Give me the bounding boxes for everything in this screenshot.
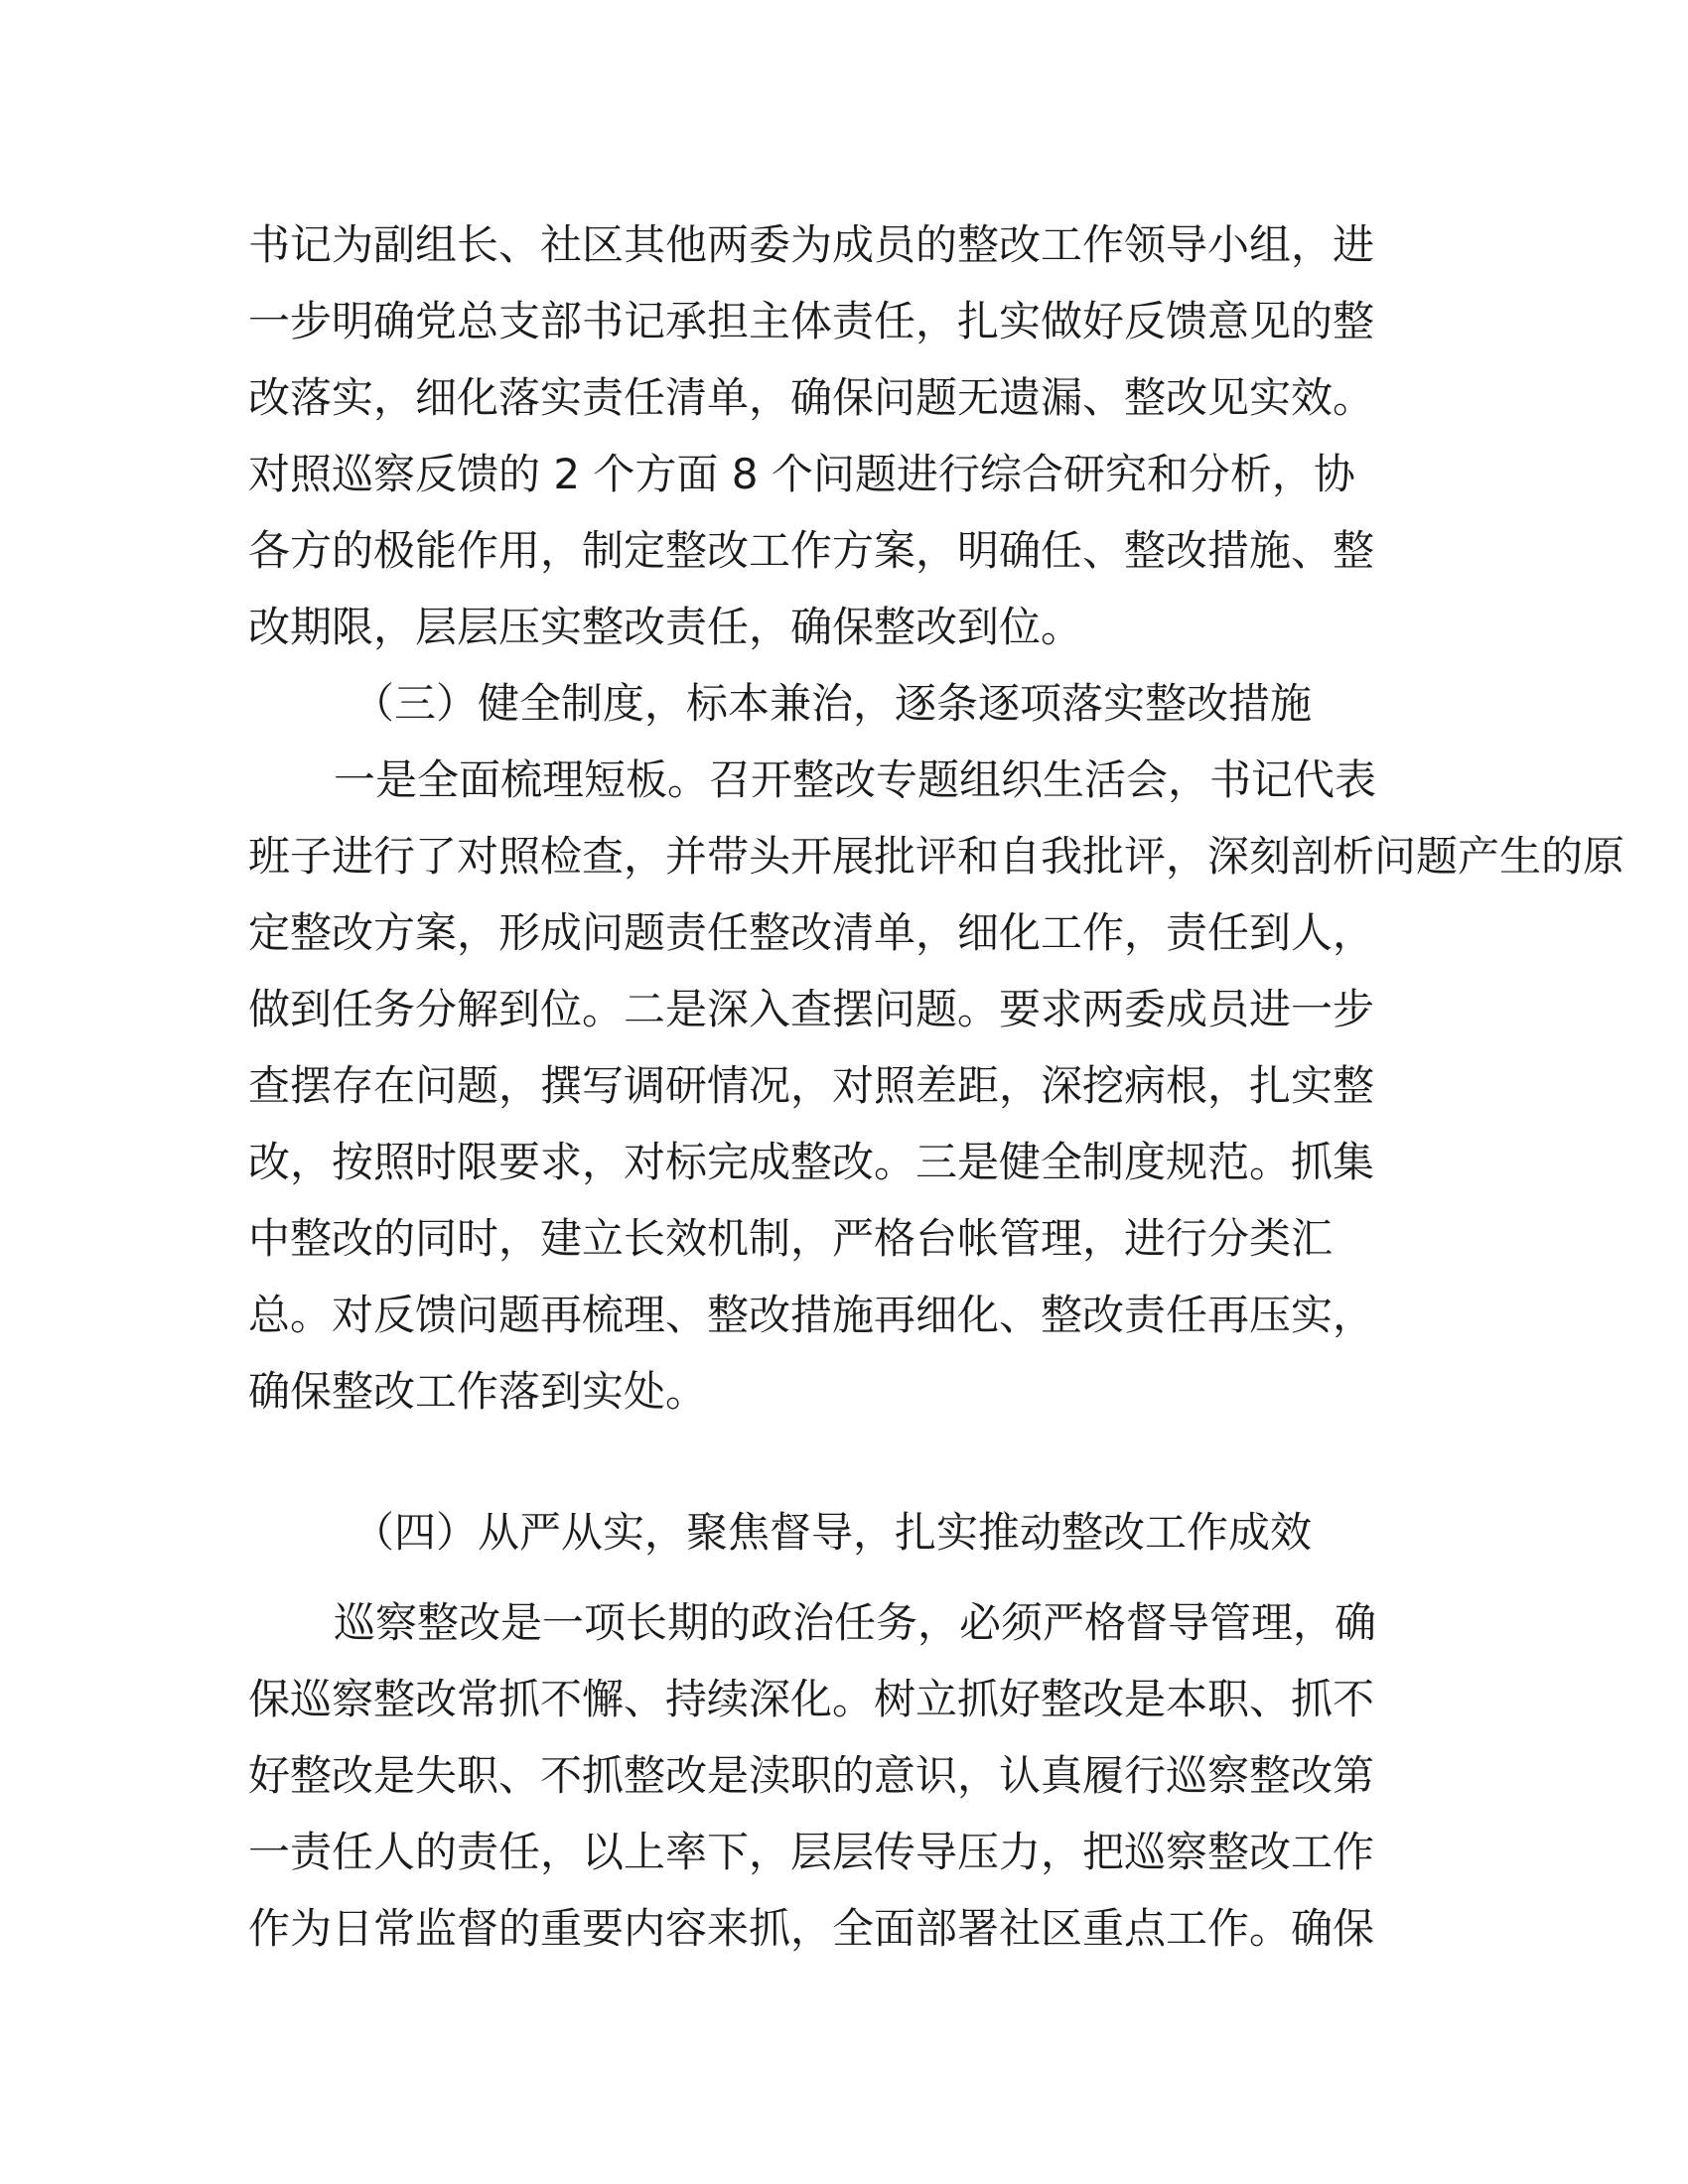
paragraph-2-line-7: 中整改的同时，建立长效机制，严格台帐管理，进行分类汇 [248,1214,1334,1263]
paragraph-2-line-2: 班子进行了对照检查，并带头开展批评和自我批评，深刻剖析问题产生的原 [248,832,1625,881]
paragraph-3-line-5: 作为日常监督的重要内容来抓，全面部署社区重点工作。确保 [248,1904,1375,1953]
paragraph-3-line-1: 巡察整改是一项长期的政治任务，必须严格督导管理，确 [334,1598,1377,1647]
section-heading-3: （三）健全制度，标本兼治，逐条逐项落实整改措施 [352,679,1313,728]
paragraph-1-line-4: 对照巡察反馈的 2 个方面 8 个问题进行综合研究和分析，协 [248,450,1355,498]
paragraph-1-line-5: 各方的极能作用，制定整改工作方案，明确任、整改措施、整 [248,526,1375,575]
paragraph-1-line-2: 一步明确党总支部书记承担主体责任，扎实做好反馈意见的整 [248,297,1375,345]
paragraph-1-line-6: 改期限，层层压实整改责任，确保整改到位。 [248,603,1083,651]
paragraph-2-line-5: 查摆存在问题，撰写调研情况，对照差距，深挖病根，扎实整 [248,1061,1375,1110]
paragraph-1-line-1: 书记为副组长、社区其他两委为成员的整改工作领导小组，进 [248,220,1375,269]
section-heading-4: （四）从严从实，聚焦督导，扎实推动整改工作成效 [352,1508,1313,1557]
paragraph-3-line-3: 好整改是失职、不抓整改是渎职的意识，认真履行巡察整改第 [248,1751,1375,1800]
paragraph-1-line-3: 改落实，细化落实责任清单，确保问题无遗漏、整改见实效。 [248,373,1375,422]
paragraph-2-line-1: 一是全面梳理短板。召开整改专题组织生活会，书记代表 [334,755,1377,804]
paragraph-2-line-8: 总。对反馈问题再梳理、整改措施再细化、整改责任再压实， [248,1291,1375,1339]
paragraph-2-line-9: 确保整改工作落到实处。 [248,1367,708,1416]
paragraph-3-line-4: 一责任人的责任，以上率下，层层传导压力，把巡察整改工作 [248,1828,1375,1876]
paragraph-2-line-3: 定整改方案，形成问题责任整改清单，细化工作，责任到人， [248,908,1375,957]
paragraph-3-line-2: 保巡察整改常抓不懈、持续深化。树立抓好整改是本职、抓不 [248,1675,1375,1723]
paragraph-2-line-4: 做到任务分解到位。二是深入查摆问题。要求两委成员进一步 [248,985,1375,1033]
paragraph-2-line-6: 改，按照时限要求，对标完成整改。三是健全制度规范。抓集 [248,1138,1375,1186]
